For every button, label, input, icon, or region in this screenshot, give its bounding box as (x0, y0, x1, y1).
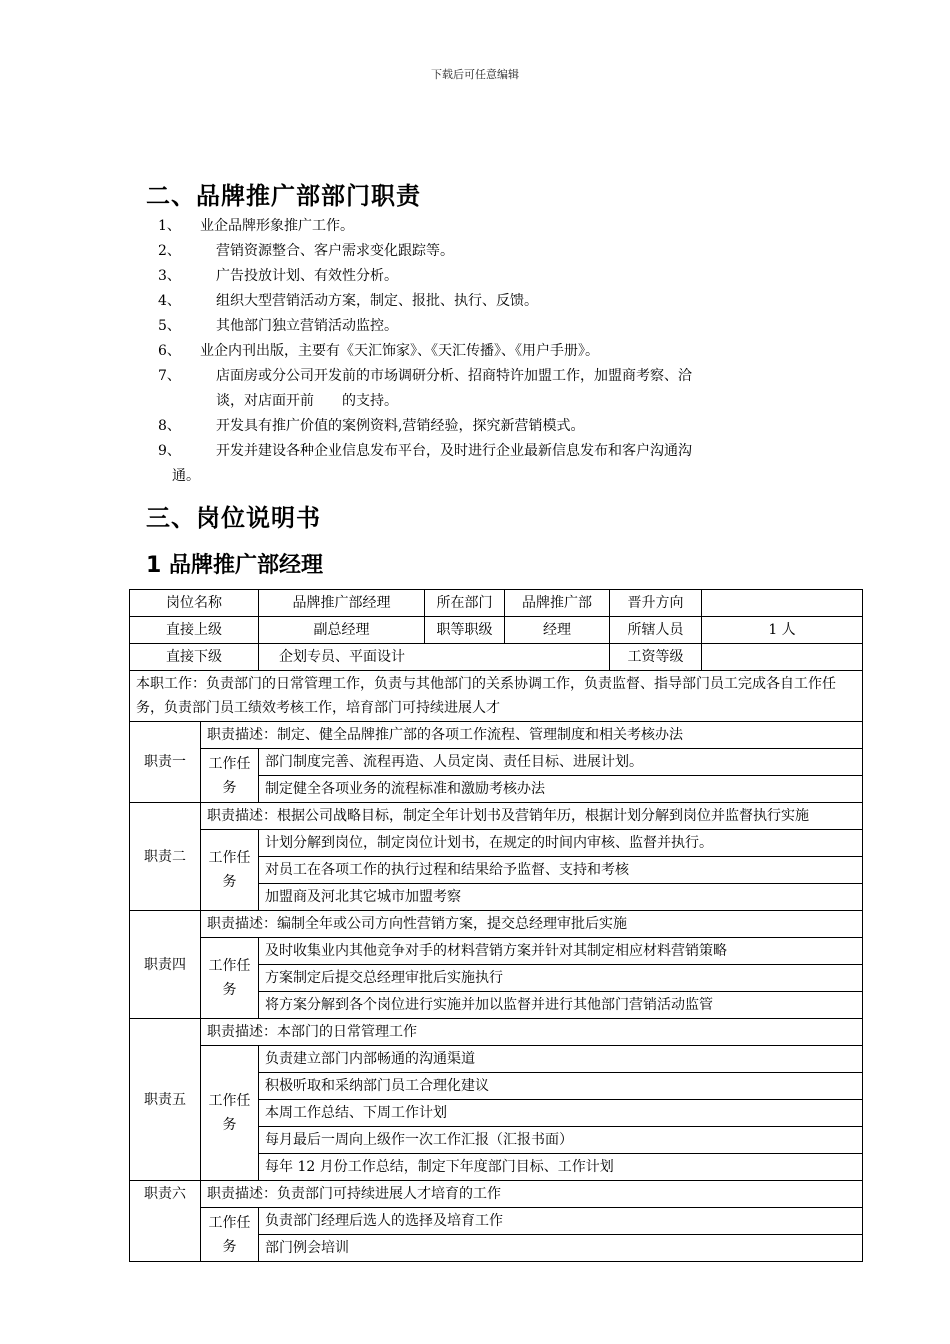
label-headcount: 所辖人员 (610, 617, 702, 644)
task-item: 对员工在各项工作的执行过程和结果给予监督、支持和考核 (259, 857, 863, 884)
list-item-continuation: 通。 (172, 468, 200, 484)
table-row (130, 749, 863, 776)
task-item: 积极听取和采纳部门员工合理化建议 (259, 1073, 863, 1100)
duty-description: 职责描述：负责部门可持续进展人才培育的工作 (201, 1181, 863, 1208)
list-item: 5、 其他部门独立营销活动监控。 (158, 318, 398, 334)
task-item: 负责部门经理后选人的选择及培育工作 (259, 1208, 863, 1235)
value-salary-grade (702, 644, 863, 671)
table-row (130, 830, 863, 857)
duty-description: 职责描述：编制全年或公司方向性营销方案，提交总经理审批后实施 (201, 911, 863, 938)
label-promotion: 晋升方向 (610, 590, 702, 617)
label-salary-grade: 工资等级 (610, 644, 702, 671)
duty-description: 职责描述：本部门的日常管理工作 (201, 1019, 863, 1046)
task-label: 工作任务 (201, 830, 259, 911)
duty-description: 职责描述：根据公司战略目标，制定全年计划书及营销年历，根据计划分解到岗位并监督执行实施 (201, 803, 863, 830)
table-row (130, 722, 863, 749)
list-item: 3、 广告投放计划、有效性分析。 (158, 268, 398, 284)
duty-label: 职责六 (130, 1181, 201, 1262)
duty-label: 职责四 (130, 911, 201, 1019)
value-department: 品牌推广部 (505, 590, 610, 617)
job-summary: 本职工作：负责部门的日常管理工作，负责与其他部门的关系协调工作，负责监督、指导部门员工完成各自工作任务，负责部门员工绩效考核工作，培育部门可持续进展人才 (130, 671, 863, 722)
label-subordinate: 直接下级 (130, 644, 259, 671)
label-grade: 职等职级 (425, 617, 505, 644)
duty-list (158, 214, 798, 489)
position-title: 1 品牌推广部经理 (146, 553, 323, 578)
table-row (130, 803, 863, 830)
task-label: 工作任务 (201, 1046, 259, 1181)
value-superior: 副总经理 (259, 617, 425, 644)
section-2-title: 二、品牌推广部部门职责 (146, 182, 421, 210)
task-item: 方案制定后提交总经理审批后实施执行 (259, 965, 863, 992)
duty-label: 职责一 (130, 722, 201, 803)
table-row (130, 671, 863, 722)
list-item-continuation: 谈，对店面开前 的支持。 (216, 393, 398, 409)
task-item: 每月最后一周向上级作一次工作汇报（汇报书面） (259, 1127, 863, 1154)
list-item: 8、 开发具有推广价值的案例资料,营销经验，探究新营销模式。 (158, 418, 585, 434)
value-promotion (702, 590, 863, 617)
list-item: 6、 业企内刊出版，主要有《天汇饰家》、《天汇传播》、《用户手册》。 (158, 343, 599, 359)
task-item: 本周工作总结、下周工作计划 (259, 1100, 863, 1127)
value-headcount: 1 人 (702, 617, 863, 644)
label-position-name: 岗位名称 (130, 590, 259, 617)
task-item: 部门制度完善、流程再造、人员定岗、责任目标、进展计划。 (259, 749, 863, 776)
task-item: 制定健全各项业务的流程标准和激励考核办法 (259, 776, 863, 803)
table-row (130, 938, 863, 965)
table-row (130, 911, 863, 938)
task-item: 计划分解到岗位，制定岗位计划书，在规定的时间内审核、监督并执行。 (259, 830, 863, 857)
list-item: 4、 组织大型营销活动方案，制定、报批、执行、反馈。 (158, 293, 538, 309)
value-subordinate: 企划专员、平面设计 (259, 644, 610, 671)
table-row (130, 590, 863, 617)
task-label: 工作任务 (201, 749, 259, 803)
table-row (130, 1181, 863, 1208)
list-item: 7、 店面房或分公司开发前的市场调研分析、招商特许加盟工作，加盟商考察、洽 (158, 368, 692, 384)
duty-label: 职责五 (130, 1019, 201, 1181)
task-item: 加盟商及河北其它城市加盟考察 (259, 884, 863, 911)
task-item: 部门例会培训 (259, 1235, 863, 1262)
table-row (130, 617, 863, 644)
section-3-title: 三、岗位说明书 (146, 504, 321, 532)
task-item: 将方案分解到各个岗位进行实施并加以监督并进行其他部门营销活动监管 (259, 992, 863, 1019)
table-row (130, 1019, 863, 1046)
value-grade: 经理 (505, 617, 610, 644)
table-row (130, 1208, 863, 1235)
duty-label: 职责二 (130, 803, 201, 911)
table-row (130, 1046, 863, 1073)
value-position-name: 品牌推广部经理 (259, 590, 425, 617)
list-item: 2、 营销资源整合、客户需求变化跟踪等。 (158, 243, 454, 259)
page-header-note: 下载后可任意编辑 (431, 68, 519, 81)
job-description-table (129, 589, 863, 1262)
list-item: 9、 开发并建设各种企业信息发布平台，及时进行企业最新信息发布和客户沟通沟 (158, 443, 692, 459)
task-item: 及时收集业内其他竞争对手的材料营销方案并针对其制定相应材料营销策略 (259, 938, 863, 965)
task-item: 负责建立部门内部畅通的沟通渠道 (259, 1046, 863, 1073)
task-label: 工作任务 (201, 938, 259, 1019)
duty-description: 职责描述：制定、健全品牌推广部的各项工作流程、管理制度和相关考核办法 (201, 722, 863, 749)
table-row (130, 644, 863, 671)
task-label: 工作任务 (201, 1208, 259, 1262)
label-department: 所在部门 (425, 590, 505, 617)
list-item: 1、 业企品牌形象推广工作。 (158, 218, 354, 234)
label-superior: 直接上级 (130, 617, 259, 644)
task-item: 每年 12 月份工作总结，制定下年度部门目标、工作计划 (259, 1154, 863, 1181)
